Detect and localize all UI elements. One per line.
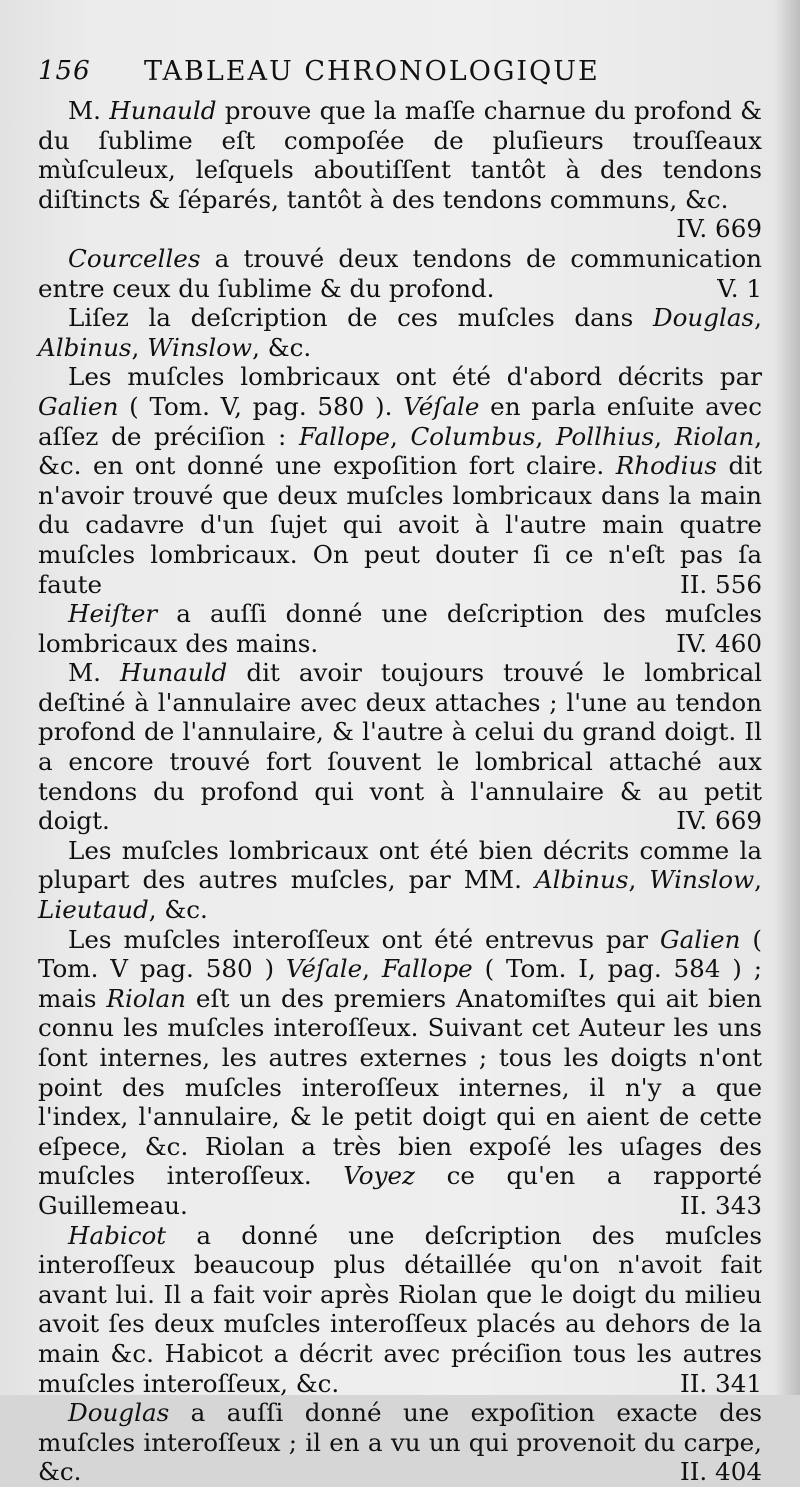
italic-name: Rhodius — [615, 451, 717, 481]
reference-wrap — [647, 274, 762, 304]
paragraph — [38, 599, 762, 658]
text-run: Les muſcles lombricaux ont été bien décrits comme la plupart des autres muſcles, par MM. — [38, 835, 762, 895]
italic-name: Voyez — [343, 1161, 415, 1191]
reference-citation: II. 404 — [679, 1457, 762, 1487]
reference-citation: II. 343 — [679, 1190, 762, 1220]
italic-name: Columbus — [410, 421, 536, 451]
text-run: a auſſi donné une expoſition exacte des muſcles interoſſeux ; il en a vu un qui provenoit du carpe, &c. — [38, 1398, 762, 1487]
text-run: , — [754, 303, 762, 333]
italic-name: Albinus — [534, 865, 629, 895]
italic-name: Galien — [660, 924, 741, 954]
text-run: ce qu'en a rapporté Guillemeau. — [38, 1161, 762, 1220]
italic-name: Riolan — [106, 983, 186, 1013]
reference-wrap — [610, 1369, 762, 1399]
reference-citation: IV. 460 — [676, 628, 762, 658]
paragraph — [38, 362, 762, 599]
paragraph — [38, 836, 762, 925]
italic-name: Véſale — [285, 954, 363, 984]
italic-name: Lieutaud — [38, 895, 149, 925]
italic-name: Riolan — [674, 421, 755, 451]
text-run: Les muſcles interoſſeux ont été entrevus par — [68, 924, 660, 954]
reference-wrap — [606, 214, 762, 244]
reference-wrap — [610, 570, 762, 600]
text-run: ( Tom. I, pag. 584 ) ; mais — [38, 954, 762, 1013]
text-run: prouve que la maſſe charnue du profond & du ſublime eſt compoſée de pluſieurs trouſſeaux mùſculeux, leſquels aboutiſſent tantôt à des tendons diſtincts & ſéparés, tantôt à des tendons communs, &c. — [38, 96, 762, 214]
italic-name: Hunauld — [120, 658, 228, 688]
body-text — [38, 96, 762, 1487]
running-title: TABLEAU CHRONOLOGIQUE — [144, 56, 600, 87]
text-run: , — [628, 865, 650, 895]
text-run: , — [535, 421, 556, 451]
text-run: M. — [68, 658, 121, 688]
reference-citation: II. 556 — [679, 569, 762, 599]
text-run: , — [754, 865, 762, 895]
text-run: eſt un des premiers Anatomiſtes qui ait bien connu les muſcles interoſſeux. Suivant cet Auteur les uns ſont internes, les autres externes ; tous les doigts n'ont point des muſcles interoſſeux internes, il n'y a que l'index, l'annulaire, & le petit doigt qui en aient de cette eſpece, &c. Riolan a très bien expoſé les uſages des muſcles interoſſeux. — [38, 983, 762, 1191]
text-run: en parla enſuite avec aſſez de préciſion : — [38, 391, 762, 451]
text-run: a auſſi donné une deſcription des muſcles lombricaux des mains. — [38, 599, 762, 658]
paragraph — [38, 96, 762, 244]
paragraph — [38, 658, 762, 836]
italic-name: Véſale — [403, 391, 480, 421]
italic-name: Courcelles — [68, 243, 201, 273]
italic-name: Douglas — [652, 303, 755, 333]
italic-name: Fallope — [299, 421, 390, 451]
reference-wrap — [606, 629, 762, 659]
text-run: , &c. en ont donné une expoſition fort claire. — [38, 421, 763, 481]
italic-name: Habicot — [68, 1220, 167, 1250]
text-run: , — [654, 421, 675, 451]
text-run: , — [389, 421, 411, 451]
italic-name: Albinus — [38, 332, 132, 362]
reference-citation: II. 341 — [679, 1368, 762, 1398]
reference-wrap — [610, 1457, 762, 1487]
reference-wrap — [606, 806, 762, 836]
text-run: Les muſcles lombricaux ont été d'abord décrits par — [68, 362, 762, 392]
text-run: dit n'avoir trouvé que deux muſcles lombricaux dans la main du cadavre d'un ſujet qui avoit à l'autre main quatre muſcles lombricaux. On peut douter ſi ce n'eſt pas ſa faute — [38, 451, 762, 599]
paragraph — [38, 1398, 762, 1487]
paragraph — [38, 1221, 762, 1399]
paragraph — [38, 303, 762, 362]
text-run: M. — [68, 96, 110, 125]
italic-name: Fallope — [381, 954, 473, 984]
text-run: a donné une deſcription des muſcles interoſſeux beaucoup plus détaillée qu'on n'avoit fait avant lui. Il a fait voir après Riolan que le doigt du milieu avoit ſes deux muſcles interoſſeux placés au dehors de la main &c. Habicot a décrit avec préciſion tous les autres muſcles interoſſeux, &c. — [38, 1220, 762, 1398]
text-run: , &c. — [148, 895, 208, 925]
paragraph — [38, 925, 762, 1221]
page-header — [38, 56, 758, 96]
text-run: ( Tom. V, pag. 580 ). — [118, 391, 404, 421]
text-run: , &c. — [252, 332, 312, 362]
italic-name: Pollhius — [555, 421, 655, 451]
reference-citation: IV. 669 — [676, 214, 762, 244]
paragraph — [38, 244, 762, 303]
italic-name: Winslow — [147, 332, 253, 362]
page-number: 156 — [38, 56, 91, 86]
text-run: dit avoir toujours trouvé le lombrical deſtiné à l'annulaire avec deux attaches ; l'une au tendon profond de l'annulaire, & l'autre à celui du grand doigt. Il a encore trouvé fort ſouvent le lombrical attaché aux tendons du profond qui vont à l'annulaire & au petit doigt. — [38, 658, 762, 836]
text-run: a trouvé deux tendons de communication entre ceux du ſublime & du profond. — [38, 243, 762, 303]
text-run: Liſez la deſcription de ces muſcles dans — [68, 303, 653, 333]
text-run: , — [362, 954, 382, 984]
italic-name: Winslow — [649, 865, 755, 895]
italic-name: Galien — [38, 391, 119, 421]
reference-citation: IV. 669 — [676, 806, 762, 836]
reference-wrap — [610, 1191, 762, 1221]
italic-name: Douglas — [68, 1398, 170, 1428]
text-run: , — [131, 332, 148, 362]
text-run: ( Tom. V pag. 580 ) — [38, 924, 762, 984]
italic-name: Hunauld — [109, 96, 217, 125]
italic-name: Heiſter — [68, 599, 158, 629]
reference-citation: V. 1 — [717, 273, 762, 303]
